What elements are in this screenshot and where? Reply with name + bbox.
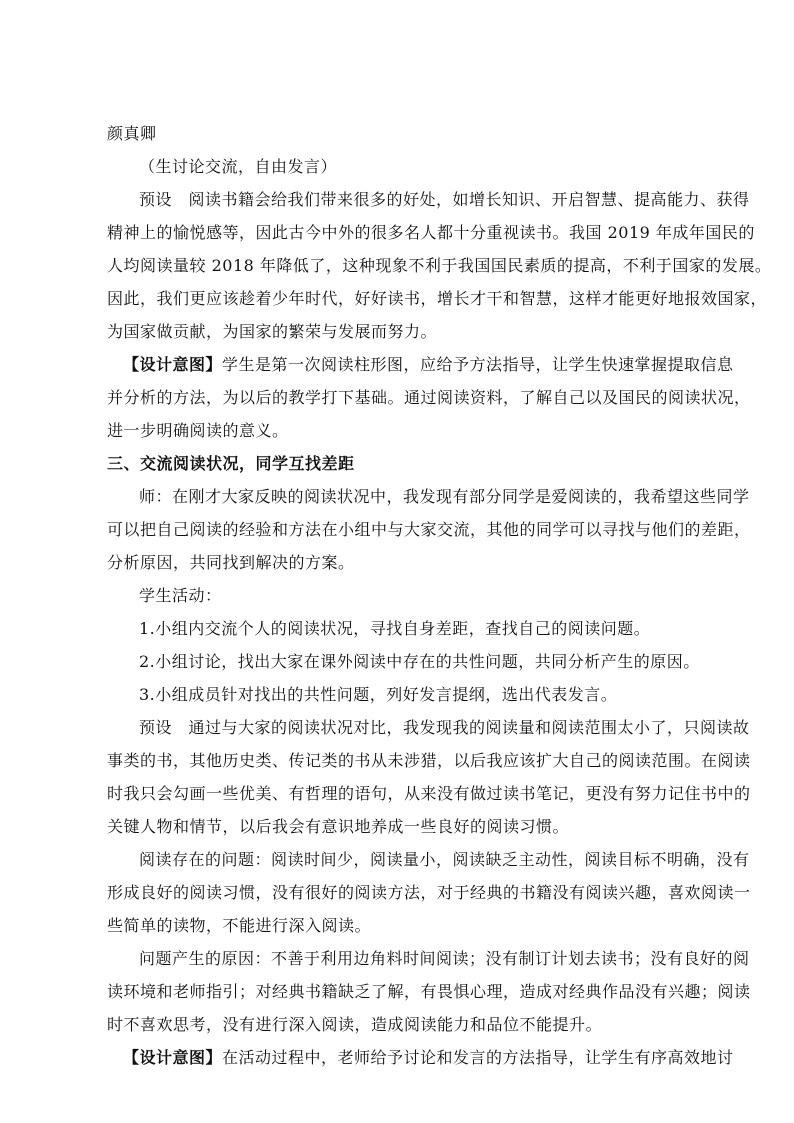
text-line: 读环境和老师指引；对经典书籍缺乏了解，有畏惧心理，造成对经典作品没有兴趣；阅读 [107,982,751,1001]
text-line: 学生活动： [139,586,222,605]
text-line: 形成良好的阅读习惯，没有很好的阅读方法，对于经典的书籍没有阅读兴趣，喜欢阅读一 [107,883,751,902]
text-line: 问题产生的原因：不善于利用边角料时间阅读；没有制订计划去读书；没有良好的阅 [139,949,750,968]
text-line: 些简单的读物，不能进行深入阅读。 [107,916,372,935]
text-line: 精神上的愉悦感等，因此古今中外的很多名人都十分重视读书。我国 2019 年成年国民的 [107,223,755,242]
text-line: 为国家做贡献，为国家的繁荣与发展而努力。 [107,322,438,341]
list-item: 1.小组内交流个人的阅读状况，寻找自身差距，查找自己的阅读问题。 [139,619,651,638]
section-heading: 三、交流阅读状况，同学互找差距 [107,454,355,473]
text-line: 师：在刚才大家反映的阅读状况中，我发现有部分同学是爱阅读的，我希望这些同学 [139,487,750,506]
design-intent-text: 学生是第一次阅读柱形图，应给予方法指导，让学生快速掌握提取信息 [222,355,734,374]
design-intent-label: 【设计意图】 [123,355,223,374]
text-line: 关键人物和情节，以后我会有意识地养成一些良好的阅读习惯。 [107,817,570,836]
design-intent-text: 在活动过程中，老师给予讨论和发言的方法指导，让学生有序高效地讨 [222,1048,734,1067]
text-line: 阅读存在的问题：阅读时间少，阅读量小，阅读缺乏主动性，阅读目标不明确，没有 [139,850,750,869]
text-line: （生讨论交流，自由发言） [139,157,338,176]
text-line: 人均阅读量较 2018 年降低了，这种现象不利于我国国民素质的提高，不利于国家的发展。 [107,256,772,275]
list-item: 3.小组成员针对找出的共性问题，列好发言提纲，选出代表发言。 [139,685,618,704]
text-line: 分析原因，共同找到解决的方案。 [107,553,355,572]
design-intent-label: 【设计意图】 [123,1048,223,1067]
text-line: 进一步明确阅读的意义。 [107,421,289,440]
text-line: 预设 阅读书籍会给我们带来很多的好处，如增长知识、开启智慧、提高能力、获得 [139,190,750,209]
text-line: 因此，我们更应该趁着少年时代，好好读书，增长才干和智慧，这样才能更好地报效国家， [107,289,768,308]
text-line: 可以把自己阅读的经验和方法在小组中与大家交流，其他的同学可以寻找与他们的差距， [107,520,751,539]
text-line: 时不喜欢思考，没有进行深入阅读，造成阅读能力和品位不能提升。 [107,1015,603,1034]
list-item: 2.小组讨论，找出大家在课外阅读中存在的共性问题，共同分析产生的原因。 [139,652,700,671]
text-line: 预设 通过与大家的阅读状况对比，我发现我的阅读量和阅读范围太小了，只阅读故 [139,718,750,737]
text-line: 事类的书，其他历史类、传记类的书从未涉猎，以后我应该扩大自己的阅读范围。在阅读 [107,751,751,770]
text-line: 并分析的方法，为以后的教学打下基础。通过阅读资料，了解自己以及国民的阅读状况， [107,388,751,407]
design-intent-paragraph [123,354,747,376]
text-line: 时我只会勾画一些优美、有哲理的语句，从来没有做过读书笔记，更没有努力记住书中的 [107,784,751,803]
design-intent-paragraph [123,1047,747,1069]
text-line: 颜真卿 [107,124,157,143]
